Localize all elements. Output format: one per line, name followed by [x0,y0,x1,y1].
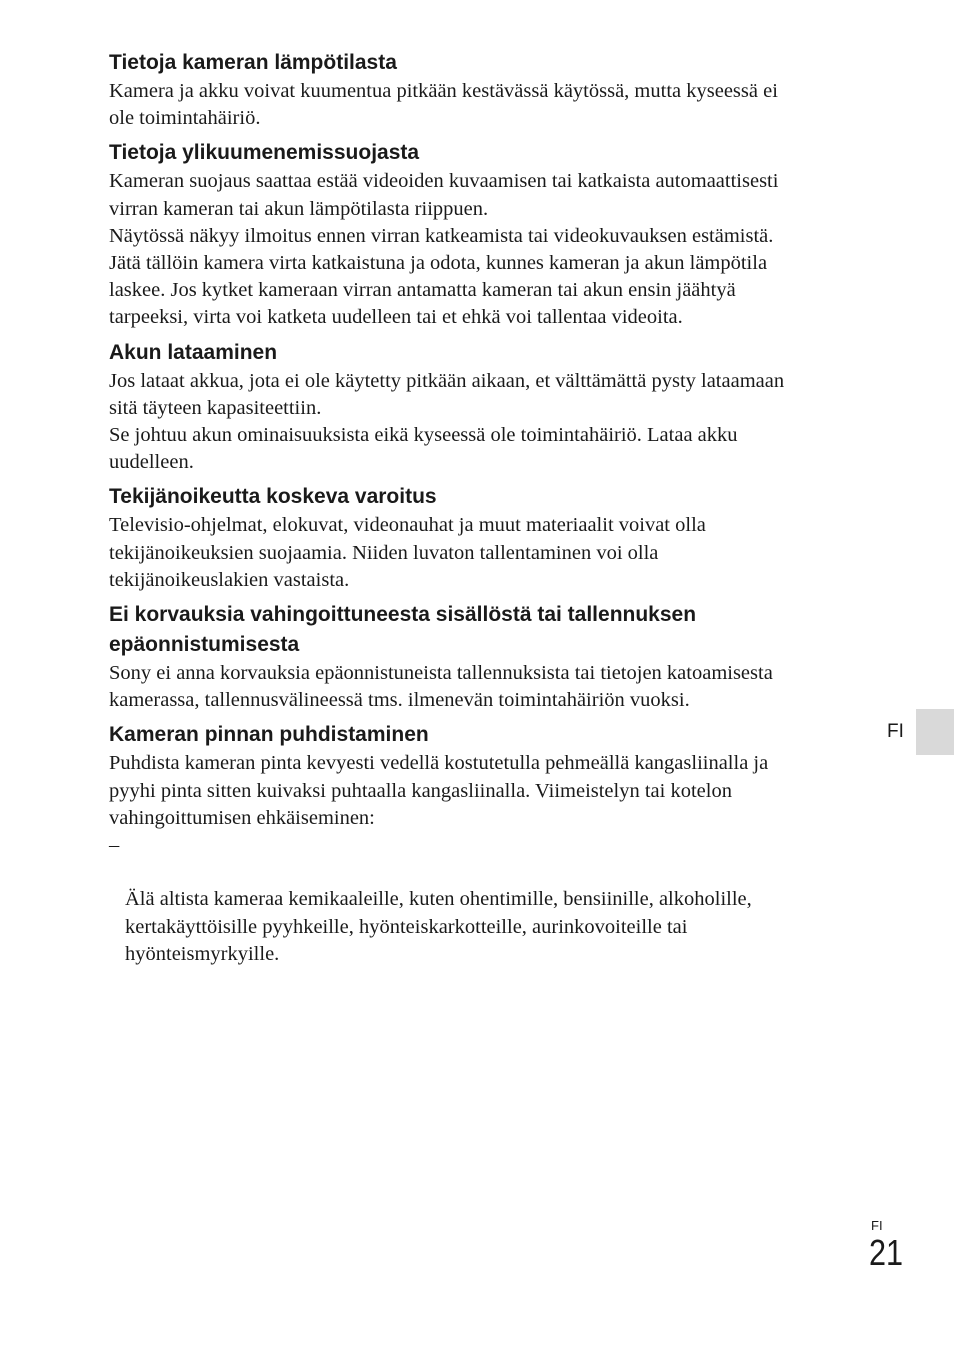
section-paragraph: Kamera ja akku voivat kuumentua pitkään kestävässä käytössä, mutta kyseessä ei ole toimintahäiriö. [109,80,778,130]
section-paragraph: Sony ei anna korvauksia epäonnistuneista tallennuksista tai tietojen katoamisesta kamerassa, tallennusvälineessä tms. ilmenevän toimintahäiriön vuoksi. [109,662,773,712]
section-heading: Akun lataaminen [109,340,278,364]
language-side-tab [916,709,954,755]
page-language-code: FI [871,1218,883,1233]
language-side-tab-label: FI [887,721,904,742]
section-paragraph: Näytössä näkyy ilmoitus ennen virran katkeamista tai videokuvauksen estämistä. Jätä tällöin kamera virta katkaistuna ja odota, kunnes kameran ja akun lämpötila laskee. Jos kytket kameraan virran antamatta kameran tai akun ensin jäähtyä tarpeeksi, virta voi katketa uudelleen tai et ehkä voi tallentaa videoita. [109,224,774,329]
cleaning-warning-list [109,832,854,968]
section-heading: Tekijänoikeutta koskeva varoitus [109,485,437,509]
section-heading: Tietoja ylikuumenemissuojasta [109,141,420,165]
document-body [109,48,854,974]
list-item-text: Älä altista kameraa kemikaaleille, kuten ohentimille, bensiinille, alkoholille, kertakäyttöisille pyyhkeille, hyönteiskarkotteille, aurinkovoiteille tai hyönteismyrkyille. [125,888,752,965]
list-item [109,832,854,968]
section-paragraph: Puhdista kameran pinta kevyesti vedellä kostutetulla pehmeällä kangasliinalla ja pyyhi pinta sitten kuivaksi puhtaalla kangasliinalla. Viimeistelyn tai kotelon vahingoittumisen ehkäiseminen: [109,752,769,829]
section-overheat-protection [109,138,854,331]
section-paragraph: Kameran suojaus saattaa estää videoiden kuvaamisen tai katkaista automaattisesti virran kameran tai akun lämpötilasta riippuen. [109,170,779,220]
section-battery-charging [109,338,854,477]
section-heading: Kameran pinnan puhdistaminen [109,723,429,747]
section-no-compensation [109,600,854,714]
section-camera-temperature [109,48,854,132]
section-surface-cleaning [109,720,854,968]
section-heading: Ei korvauksia vahingoittuneesta sisällöstä tai tallennuksen epäonnistumisesta [109,603,697,657]
section-copyright-warning [109,482,854,594]
dash-bullet: – [109,834,120,857]
section-paragraph: Se johtuu akun ominaisuuksista eikä kyseessä ole toimintahäiriö. Lataa akku uudelleen. [109,424,738,474]
section-paragraph: Televisio-ohjelmat, elokuvat, videonauhat ja muut materiaalit voivat olla tekijänoikeuksien suojaamia. Niiden luvaton tallentaminen voi olla tekijänoikeuslakien vastaista. [109,514,706,591]
page-number: 21 [869,1232,904,1273]
section-paragraph: Jos lataat akkua, jota ei ole käytetty pitkään aikaan, et välttämättä pysty lataamaan sitä täyteen kapasiteettiin. [109,369,785,419]
section-heading: Tietoja kameran lämpötilasta [109,51,397,74]
